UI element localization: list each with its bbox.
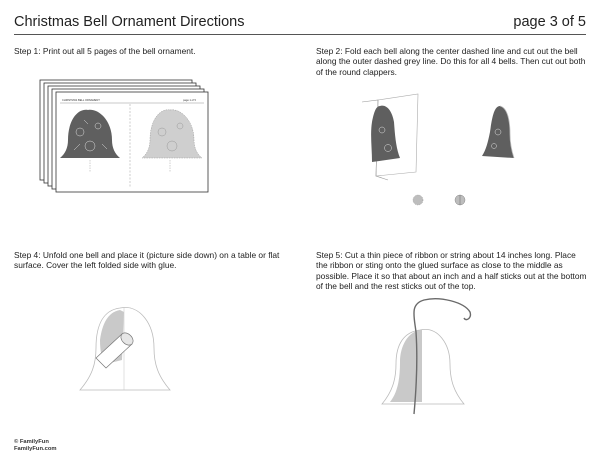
copyright: © FamilyFun: [14, 439, 49, 445]
thumbnail-page: page 1 of 5: [183, 99, 196, 102]
thumbnail-title: CHRISTMAS BELL ORNAMENT: [62, 99, 100, 102]
fold-and-cut-illustration: [360, 92, 530, 212]
stacked-pages-illustration: [40, 80, 210, 195]
footer: [14, 439, 57, 453]
folded-sheet: [362, 94, 418, 180]
step-1-text: Step 1: Print out all 5 pages of the bell ornament.: [14, 46, 196, 56]
page-number: page 3 of 5: [513, 14, 586, 30]
step-5-text: Step 5: Cut a thin piece of ribbon or string about 14 inches long. Place the ribbon or sting onto the glued surface as close to the middle as possible. Place it so that about an inch and a half sticks out at the bottom of the bell and the rest sticks out of the top.: [316, 250, 587, 292]
step-4-text: Step 4: Unfold one bell and place it (picture side down) on a table or flat surface. Cover the left folded side with glue.: [14, 250, 280, 271]
page-header: [14, 10, 586, 35]
cut-bell-half: [482, 106, 514, 158]
glue-bell-illustration: [78, 300, 188, 400]
site-link[interactable]: FamilyFun.com: [14, 446, 57, 452]
bell-with-glue: [382, 329, 464, 404]
page-title: Christmas Bell Ornament Directions: [14, 14, 245, 30]
step-2-text: Step 2: Fold each bell along the center dashed line and cut out the bell along the outer dashed grey line. Do this for all 4 bells. Then cut out both of the round clappers.: [316, 46, 586, 77]
round-clappers: [413, 195, 465, 205]
ribbon-bell-illustration: [380, 292, 510, 422]
